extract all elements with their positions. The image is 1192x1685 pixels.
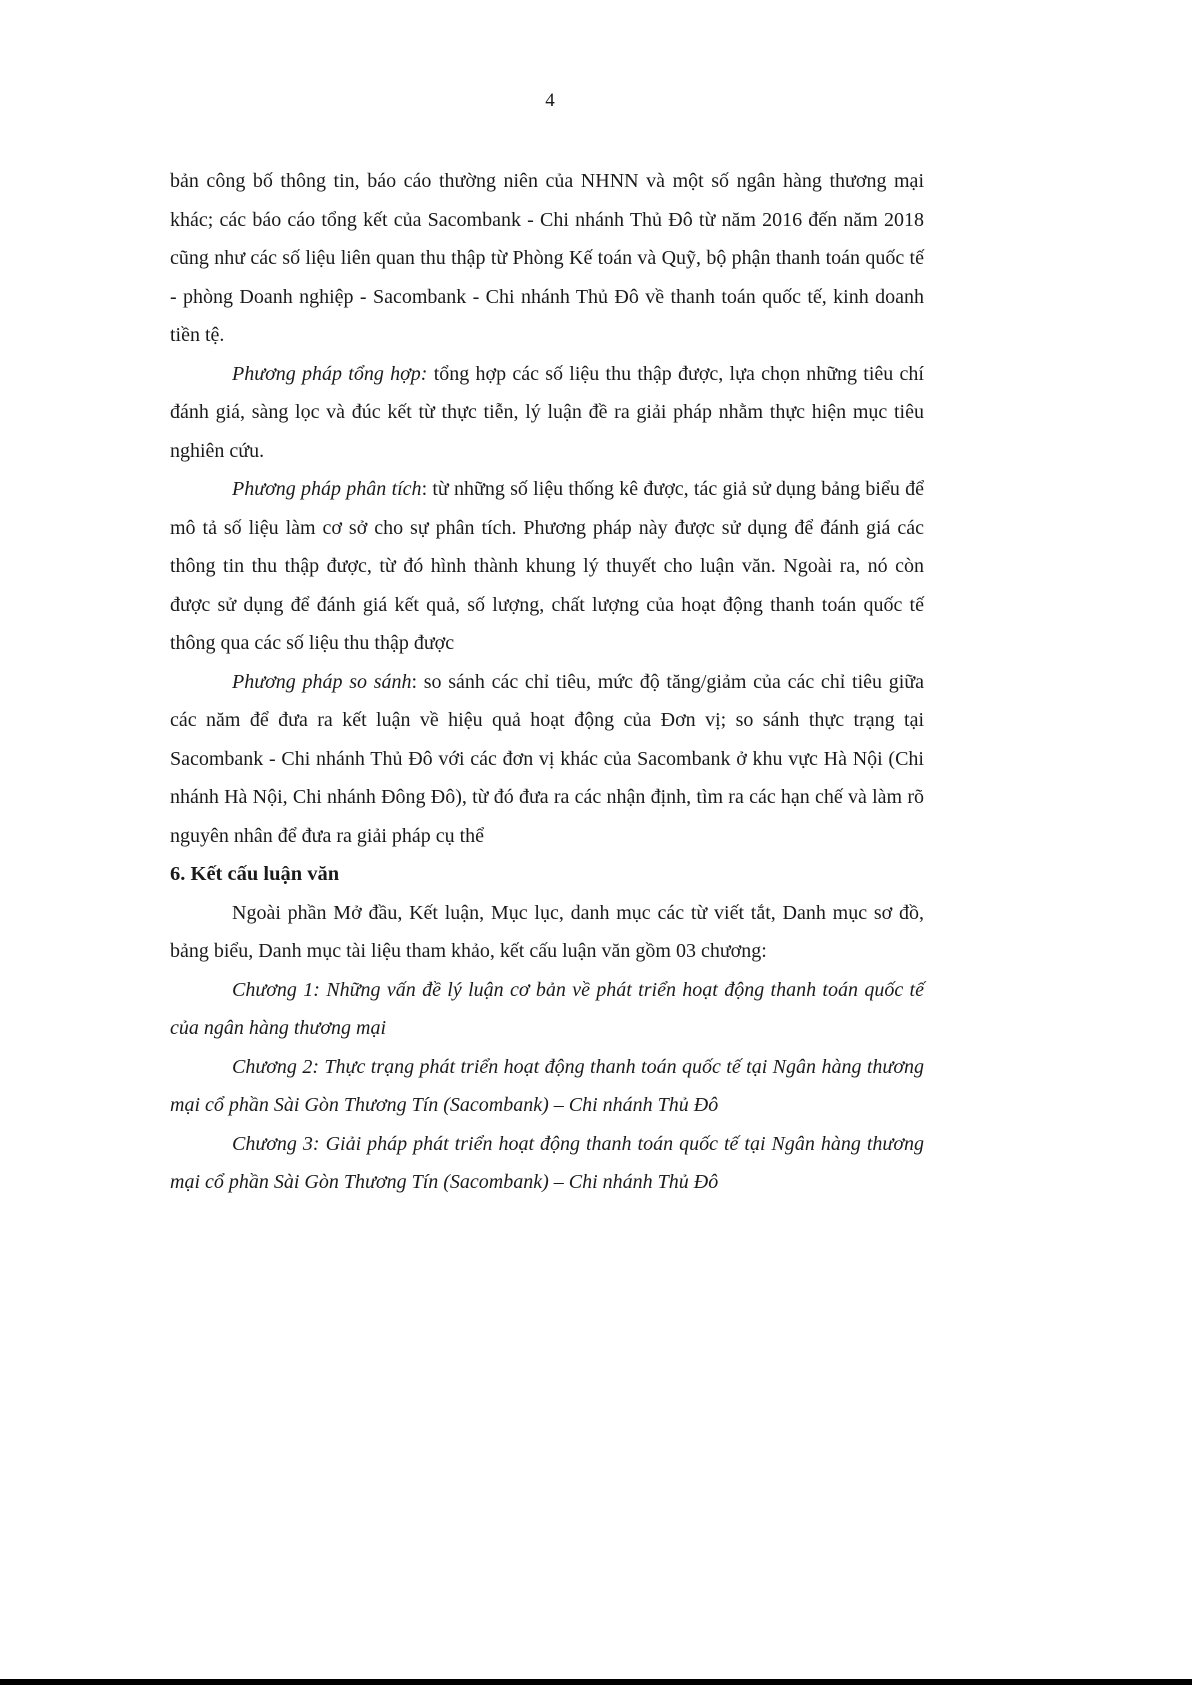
chapter-1: Chương 1: Những vấn đề lý luận cơ bản về phát triển hoạt động thanh toán quốc tế của ngân hàng thương mại xyxy=(170,978,924,1039)
paragraph-synthesis-method xyxy=(170,355,924,471)
method-text-analysis: : từ những số liệu thống kê được, tác giả sử dụng bảng biểu để mô tả số liệu làm cơ sở cho sự phân tích. Phương pháp này được sử dụng để đánh giá các thông tin thu thập được, từ đó hình thành khung lý thuyết cho luận văn. Ngoài ra, nó còn được sử dụng để đánh giá kết quả, số lượng, chất lượng của hoạt động thanh toán quốc tế thông qua các số liệu thu thập được xyxy=(170,478,924,654)
method-text-comparison: : so sánh các chỉ tiêu, mức độ tăng/giảm của các chỉ tiêu giữa các năm để đưa ra kết luận về hiệu quả hoạt động của Đơn vị; so sánh thực trạng tại Sacombank - Chi nhánh Thủ Đô với các đơn vị khác của Sacombank ở khu vực Hà Nội (Chi nhánh Hà Nội, Chi nhánh Đông Đô), từ đó đưa ra các nhận định, tìm ra các hạn chế và làm rõ nguyên nhân để đưa ra giải pháp cụ thể xyxy=(170,670,925,847)
method-title-analysis: Phương pháp phân tích xyxy=(232,478,422,500)
method-title-synthesis: Phương pháp tổng hợp: xyxy=(232,362,428,385)
chapter-2: Chương 2: Thực trạng phát triển hoạt động thanh toán quốc tế tại Ngân hàng thương mại cổ phần Sài Gòn Thương Tín (Sacombank) – Chi nhánh Thủ Đô xyxy=(170,1055,924,1116)
method-title-comparison: Phương pháp so sánh xyxy=(232,670,412,693)
document-body xyxy=(170,162,924,1202)
bottom-border xyxy=(0,1679,1192,1685)
chapter-3: Chương 3: Giải pháp phát triển hoạt động thanh toán quốc tế tại Ngân hàng thương mại cổ phần Sài Gòn Thương Tín (Sacombank) – Chi nhánh Thủ Đô xyxy=(170,1132,924,1193)
paragraph-data-sources: bản công bố thông tin, báo cáo thường niên của NHNN và một số ngân hàng thương mại khác; các báo cáo tổng kết của Sacombank - Chi nhánh Thủ Đô từ năm 2016 đến năm 2018 cũng như các số liệu liên quan thu thập từ Phòng Kế toán và Quỹ, bộ phận thanh toán quốc tế - phòng Doanh nghiệp - Sacombank - Chi nhánh Thủ Đô về thanh toán quốc tế, kinh doanh tiền tệ. xyxy=(170,170,924,346)
page-number: 4 xyxy=(545,90,555,111)
section-intro: Ngoài phần Mở đầu, Kết luận, Mục lục, danh mục các từ viết tắt, Danh mục sơ đồ, bảng biểu, Danh mục tài liệu tham khảo, kết cấu luận văn gồm 03 chương: xyxy=(170,901,924,962)
paragraph-analysis-method xyxy=(170,470,924,663)
section-heading: 6. Kết cấu luận văn xyxy=(170,863,340,885)
paragraph-comparison-method xyxy=(170,663,924,856)
method-text-synthesis: tổng hợp các số liệu thu thập được, lựa chọn những tiêu chí đánh giá, sàng lọc và đúc kết từ thực tiễn, lý luận đề ra giải pháp nhằm thực hiện mục tiêu nghiên cứu. xyxy=(170,362,924,462)
